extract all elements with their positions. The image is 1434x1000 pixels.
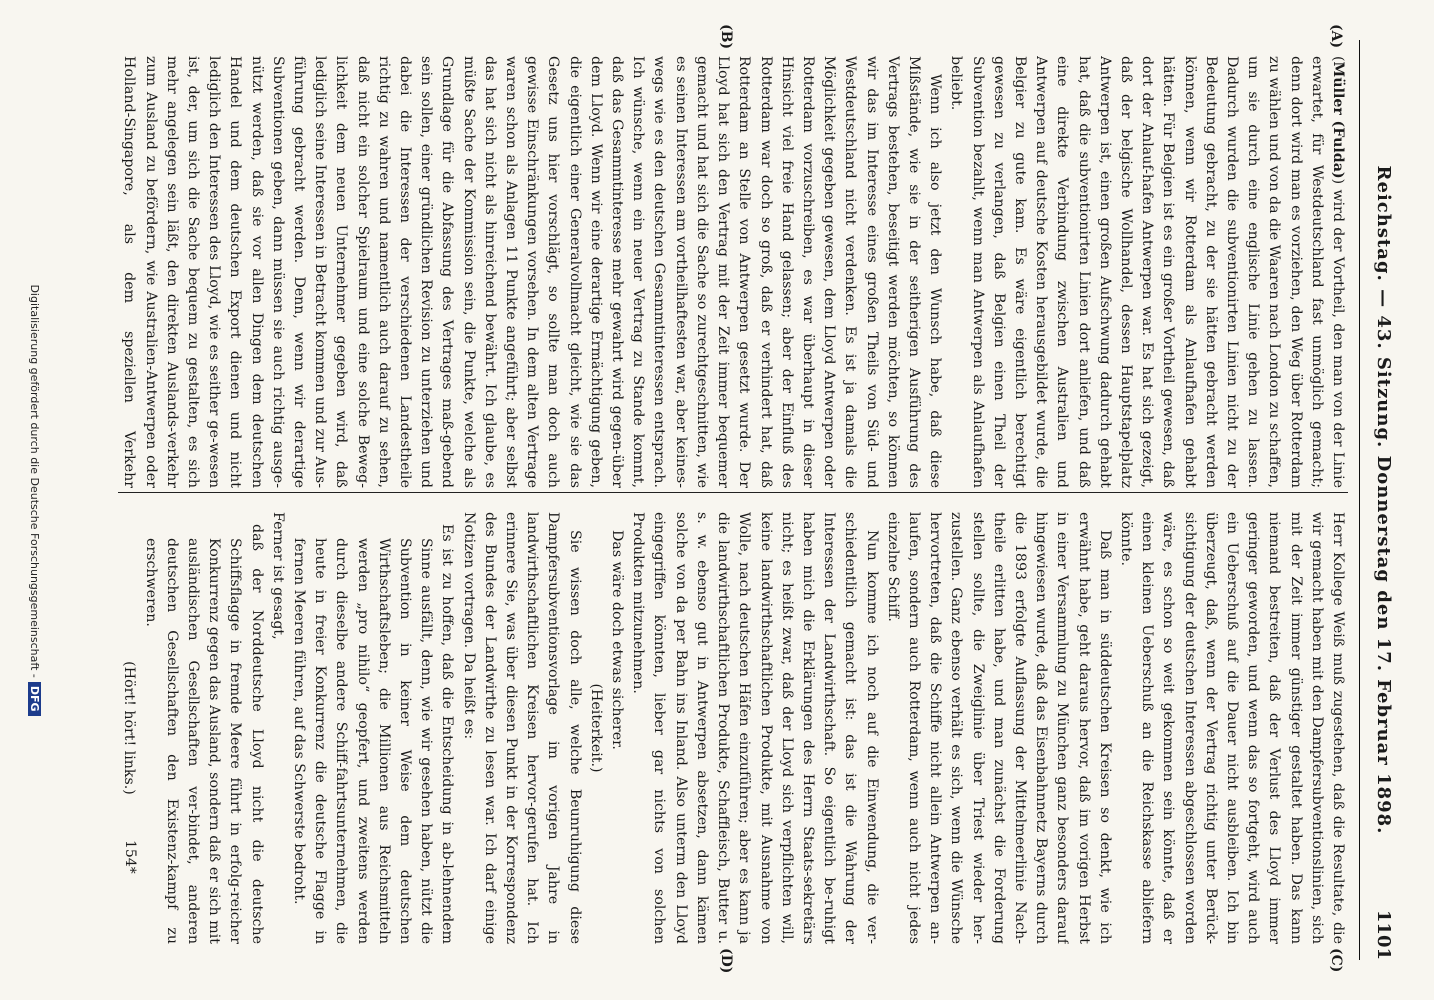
right-paragraph-2: Daß man in süddeutschen Kreisen so denkt, wie ich erwähnt habe, geht daraus hervor, daß im vorigen Herbst in einer Versammlung zu München ganz besonders darauf hingewiesen wurde, daß das Eisenbahnnetz Bayerns durch die 1893 erfolgte Auflassung der Mittelmeerlinie Nach-theile erlitten habe, und man zunächst die Forderung stellen sollte, die Zweiglinie über Triest wieder her-zustellen. Ganz ebenso verhält es sich, wenn die Wünsche hervortreten, daß die Schiffe nicht allein Antwerpen an-laufen, sondern auch Rotterdam, wenn auch nicht jedes einzelne Schiff. — [884, 512, 1113, 944]
column-divider — [118, 492, 1348, 493]
right-paragraph-5: Ferner ist gesagt, — [269, 512, 286, 640]
header-rule — [1359, 40, 1360, 960]
footer-text: Digitalisierung gefördert durch die Deutsche Forschungsgemeinschaft - — [28, 284, 41, 678]
right-paragraph-3: Nun komme ich noch auf die Einwendung, die ver-schiedentlich gemacht ist: das ist die Wahrung der Interessen der Landwirthschaft. So eigentlich be-ruhigt haben mich die Erklärungen des Herrn Staats-sekretärs nicht; es heißt zwar, daß der Lloyd sich verpflichten will, keine landwirthschaftlichen Produkte, mit Ausnahme von Wolle, nach deutschen Häfen einzuführen; aber es kann ja die landwirthschaftlichen Produkte, Schaffleisch, Butter u. s. w. ebenso gut in Antwerpen absetzen, dann kämen solche von da per Bahn ins Inland. Also unterm den Lloyd eingegriffen könnten, lieber gar nichts von solchen Produkten mitzunehmen. — [630, 512, 880, 944]
signature-mark: 154* — [122, 840, 138, 874]
margin-mark-b: (B) — [718, 24, 734, 50]
footer-credit — [28, 0, 41, 1000]
speaker-name: Müller (Fulda) — [1330, 61, 1346, 179]
dfg-logo: DFG — [28, 682, 41, 716]
page-title: Reichstag. — 43. Sitzung. Donnerstag den 17. Februar 1898. — [1373, 165, 1394, 835]
margin-mark-a: (A) — [1328, 24, 1344, 49]
margin-mark-c: (C) — [1328, 948, 1344, 973]
right-column — [118, 512, 1348, 944]
page-number: 1101 — [1373, 909, 1394, 960]
left-column — [118, 56, 1348, 488]
right-paragraph-4: Sie wissen doch alle, welche Beunruhigung diese Dampfersubventionsvorlage im vorigen Jahre in landwirthschaftlichen Kreisen hervor-gerufen hat. Ich erinnere Sie, was über diesen Punkt in der Korrespondenz des Bundes der Landwirthe zu lesen war. Ich darf einige Notizen vortragen. Da heißt es: — [460, 512, 583, 944]
right-paragraph-1: Herr Kollege Weiß muß zugestehen, daß die Resultate, die wir gemacht haben mit den Dampfersubventionslinien, sich mit der Zeit immer günstiger gestaltet haben. Das kann niemand bestreiten, daß der Verlust des Lloyd immer geringer geworden, und wenn das so fortgeht, wird auch ein Ueberschuß auf die Dauer nicht ausbleiben. Ich bin überzeugt, daß, wenn der Vertrag richtig unter Berück-sichtigung der deutschen Interessen abgeschlossen worden wäre, es schon so weit gekommen sein könnte, daß er einen kleinen Ueberschuß an die Reichskasse abliefern könnte. — [1117, 512, 1346, 944]
quote-2: daß der Norddeutsche Lloyd nicht die deutsche Schiffsflagge in fremde Meere führt in erfolg-reicher Konkurrenz gegen das Ausland, sondern daß er sich mit ausländischen Gesellschaften ver-bindet, anderen deutschen Gesellschaften den Existenz-kampf zu erschweren. — [142, 524, 265, 944]
left-paragraph-2: Wenn ich also jetzt den Wunsch habe, daß diese Mißstände, wie sie in der seitherigen Ausführung des Vertrags bestehen, beseitigt werden möchten, so können wir das im Interesse eines großen Theils von Süd- und Westdeutschland nicht verdenken. Es ist ja damals die Möglichkeit gegeben gewesen, dem Lloyd Antwerpen oder Rotterdam vorzuschreiben, es war überhaupt in dieser Hinsicht viel freie Hand gelassen; aber der Einfluß des Rotterdam war doch so groß, daß er verhindert hat, daß Rotterdam an Stelle von Antwerpen gesetzt wurde. Der Lloyd hat sich den Vertrag mit der Zeit immer bequemer gemacht und hat sich die Sache so zurechtgeschnitten, wie es seinen Interessen am vortheilhaftesten war, aber keines-wegs wie es den deutschen Gesammtinteressen entsprach. Ich wünsche, wenn ein neuer Vertrag zu Stande kommt, daß das Gesammtinteresse mehr gewahrt wird gegen-über dem Lloyd. Wenn wir eine derartige Ermächtigung geben, die eigentlich einer Generalvollmacht gleicht, wie sie das Gesetz uns hier vorschlägt, so sollte man doch auch gewisse Einschränkungen vorsehen. In dem alten Vertrage waren schon als Anlagen 11 Punkte angeführt; aber selbst das hat sich nicht als hinreichend bewährt. Ich glaube, es müßte Sache der Kommission sein, die Punkte, welche als Grundlage für die Abfassung des Vertrages maß-gebend sein sollen, einer gründlichen Revision zu unterziehen und dabei die Interessen der verschiedenen Landestheile richtig zu wahren und namentlich auch darauf zu sehen, daß nicht ein solcher Spielraum und eine solche Beweg-lichkeit dem neuen Unternehmer gegeben wird, daß lediglich seine Interessen in Betracht kommen und zur Aus-führung gebracht werden. Denn, wenn wir derartige Subventionen geben, dann müssen sie auch richtig ausge-nützt werden, daß sie vor allen Dingen dem deutschen Handel und dem deutschen Export dienen und nicht lediglich den Interessen des Lloyd, wie es seither ge-wesen ist, der, um sich die Sache bequem zu gestalten, es sich mehr angelegen sein läßt, den direkten Auslands-verkehr zum Ausland zu befördern, wie Australien-Antwerpen oder Holland-Singapore, als dem speziellen Verkehr — [121, 56, 944, 488]
interjection-laughter: (Heiterkeit.) — [587, 683, 604, 773]
quote-1: Es ist zu hoffen, daß die Entscheidung in ab-lehnendem Sinne ausfällt, denn, wie wir gesehen haben, nützt die Subvention in keiner Weise dem deutschen Wirthschaftsleben; die Millionen aus Reichsmitteln werden „pro nihilo“ geopfert, und zweitens werden durch dieselbe andere Schiff-fahrtsunternehmen, die heute in freier Konkurrenz die deutsche Flagge in fernen Meeren führen, auf das Schwerste bedroht. — [291, 524, 456, 944]
left-paragraph-1: (Müller (Fulda)) wird der Vortheil, den man von der Linie erwartet, für Westdeutschland fast unmöglich gemacht; denn dort wird man es vorziehen, den Weg über Rotterdam zu wählen und von da die Waaren nach London zu schaffen, um sie durch eine englische Linie gehen zu lassen. Dadurch wurden die subventionirten Linien nicht zu der Bedeutung gebracht, zu der sie hätten gebracht werden können, wenn wir Rotterdam als Anlaufhafen gehabt hätten. Für Belgien ist es ein großer Vortheil gewesen, daß dort der Anlauf-hafen Antwerpen war. Es hat sich gezeigt, daß der belgische Wollhandel, dessen Hauptstapelplatz Antwerpen ist, einen großen Aufschwung dadurch gehabt hat, daß die subventionirten Linien dort anliefen, und daß eine direkte Verbindung zwischen Australien und Antwerpen auf deutsche Kosten herausgebildet wurde, die Belgier zu gute kam. Es wäre eigentlich berechtigt gewesen zu verlangen, daß Belgien einen Theil der Subvention bezahlt, wenn man Antwerpen als Anlaufhafen beliebt. — [948, 56, 1346, 488]
interjection-hear-hear: (Hört! hört! links.) — [121, 661, 138, 795]
left-paragraph-1-text: wird der Vortheil, den man von der Linie erwartet, für Westdeutschland fast unmöglich gemacht; denn dort wird man es vorziehen, den Weg über Rotterdam zu wählen und von da die Waaren nach London zu schaffen, um sie durch eine englische Linie gehen zu lassen. Dadurch wurden die subventionirten Linien nicht zu der Bedeutung gebracht, zu der sie hätten gebracht werden können, wenn wir Rotterdam als Anlaufhafen gehabt hätten. Für Belgien ist es ein großer Vortheil gewesen, daß dort der Anlauf-hafen Antwerpen war. Es hat sich gezeigt, daß der belgische Wollhandel, dessen Hauptstapelplatz Antwerpen ist, einen großen Aufschwung dadurch gehabt hat, daß die subventionirten Linien dort anliefen, und daß eine direkte Verbindung zwischen Australien und Antwerpen auf deutsche Kosten herausgebildet wurde, die Belgier zu gute kam. Es wäre eigentlich berechtigt gewesen zu verlangen, daß Belgien einen Theil der Subvention bezahlt, wenn man Antwerpen als Anlaufhafen beliebt. — [948, 56, 1346, 488]
margin-mark-d: (D) — [718, 948, 734, 974]
page-header — [1358, 40, 1394, 960]
right-paragraph-4-lead: Das wäre doch etwas sicherer. — [609, 530, 626, 750]
